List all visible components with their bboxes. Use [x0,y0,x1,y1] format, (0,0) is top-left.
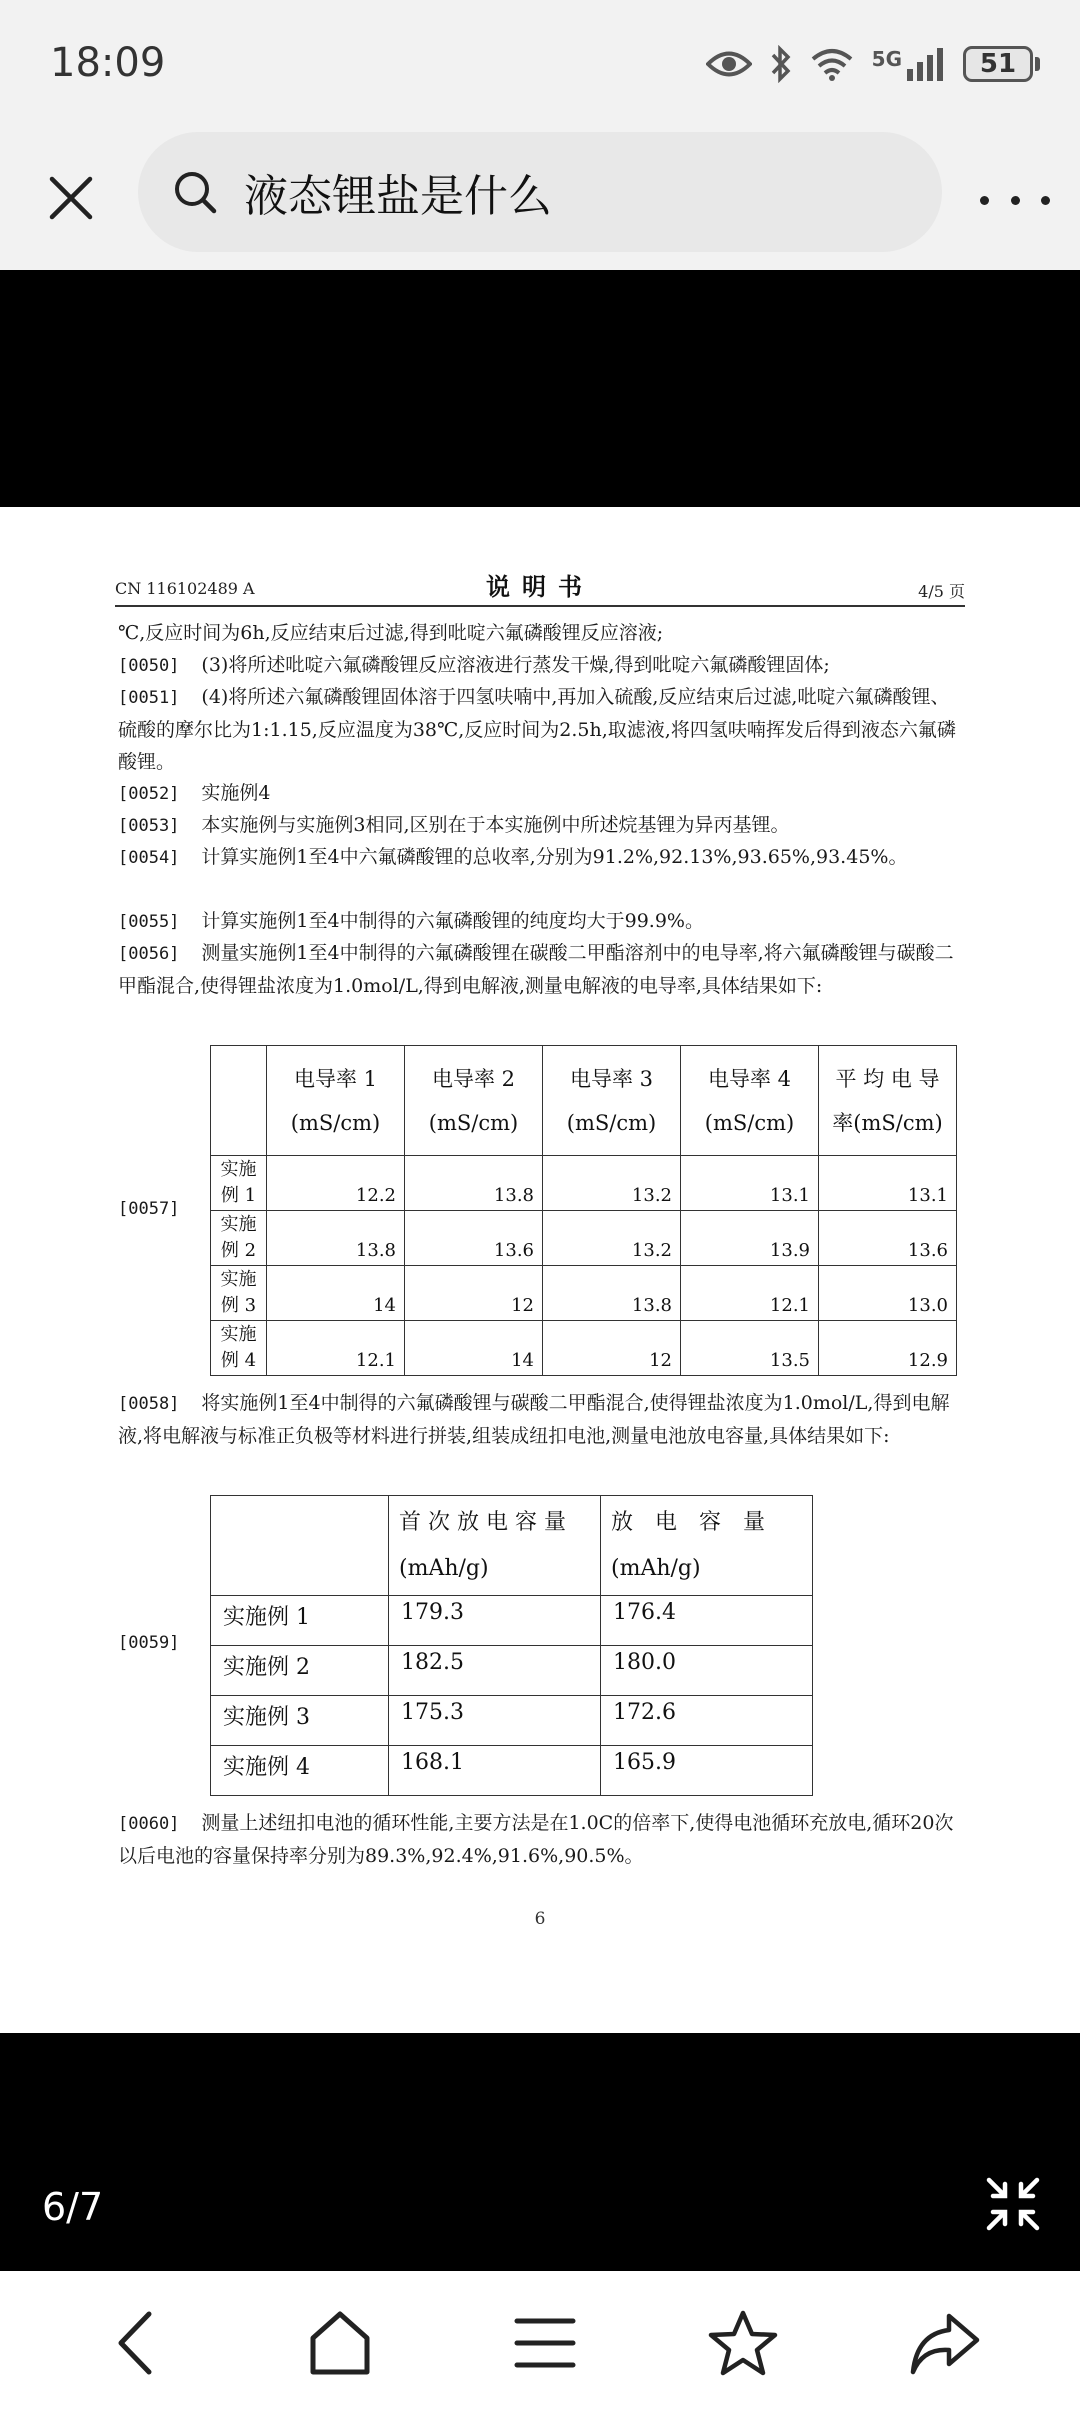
table-cell: 14 [405,1321,543,1376]
paragraph-0055: [0055] 计算实施例1至4中制得的六氟磷酸锂的纯度均大于99.9%。 [118,910,704,932]
status-icons [706,45,1040,83]
close-icon [47,174,95,222]
paragraph-0052: [0052] 实施例4 [118,782,271,804]
table-cell: 12.2 [267,1156,405,1211]
table-header: 电导率 4 (mS/cm) [681,1046,819,1156]
share-icon [909,2310,981,2376]
paragraph-0056: [0056] 测量实施例1至4中制得的六氟磷酸锂在碳酸二甲酯溶剂中的电导率,将六氟磷酸锂与碳酸二甲酯混合,使得锂盐浓度为1.0mol/L,得到电解液,测量电解液的电导率,具体结果如下: [118,942,954,997]
table-header-row [211,1496,813,1596]
table-cell: 175.3 [389,1696,601,1746]
menu-icon [513,2313,577,2373]
patent-number: CN 116102489 A [115,579,255,598]
paragraph-0058: [0058] 将实施例1至4中制得的六氟磷酸锂与碳酸二甲酯混合,使得锂盐浓度为1.0mol/L,得到电解液,将电解液与标准正负极等材料进行拼装,组装成纽扣电池,测量电池放电容量,具体结果如下: [118,1392,950,1447]
row-label: 实施例 4 [211,1746,389,1796]
table-cell: 12 [543,1321,681,1376]
table-cell: 13.8 [543,1266,681,1321]
table-cell: 13.2 [543,1156,681,1211]
table-corner [211,1496,389,1596]
more-icon [980,196,989,205]
more-button[interactable] [980,170,1050,230]
wifi-icon [810,47,854,81]
table-row [211,1696,813,1746]
table-cell: 176.4 [601,1596,813,1646]
table-cell: 12 [405,1266,543,1321]
table-cell: 13.6 [405,1211,543,1266]
table-header: 平 均 电 导 率(mS/cm) [819,1046,957,1156]
paragraph-0053: [0053] 本实施例与实施例3相同,区别在于本实施例中所述烷基锂为异丙基锂。 [118,814,790,836]
star-icon [707,2308,779,2378]
row-label: 实施例 3 [211,1696,389,1746]
page-counter: 6/7 [42,2185,104,2229]
doc-page-info: 4/5 页 [918,582,965,601]
doc-page-number: 6 [534,1909,546,1929]
paragraph-0054: [0054] 计算实施例1至4中六氟磷酸锂的总收率,分别为91.2%,92.13%,93.65%,93.45%。 [118,846,908,868]
paragraph-continuation: ℃,反应时间为6h,反应结束后过滤,得到吡啶六氟磷酸锂反应溶液; [118,622,664,644]
network-label: 5G [871,47,902,71]
table-header: 电导率 2 (mS/cm) [405,1046,543,1156]
table-cell: 182.5 [389,1646,601,1696]
table-cell: 13.9 [681,1211,819,1266]
conductivity-table [210,1045,957,1376]
table-cell: 179.3 [389,1596,601,1646]
eye-icon [706,49,752,79]
search-query[interactable]: 液态锂盐是什么 [244,171,552,222]
status-time: 18:09 [50,40,166,86]
collapse-button[interactable] [985,2176,1041,2232]
table-header: 放 电 容 量 (mAh/g) [601,1496,813,1596]
table-header: 电导率 3 (mS/cm) [543,1046,681,1156]
table-row [211,1156,957,1211]
paragraph-0050: [0050] (3)将所述吡啶六氟磷酸锂反应溶液进行蒸发干燥,得到吡啶六氟磷酸锂固体; [118,654,830,676]
table1-tag: [0057] [118,1199,180,1219]
search-box[interactable] [138,132,942,252]
table-header-row [211,1046,957,1156]
table-cell: 13.6 [819,1211,957,1266]
table-cell: 13.1 [681,1156,819,1211]
paragraph-0051: [0051] (4)将所述六氟磷酸锂固体溶于四氢呋喃中,再加入硫酸,反应结束后过滤,吡啶六氟磷酸锂、硫酸的摩尔比为1:1.15,反应温度为38℃,反应时间为2.5h,取滤液,将四氢呋喃挥发后得到液态六氟磷酸锂。 [118,686,956,773]
table-cell: 13.5 [681,1321,819,1376]
viewer-top-band [0,270,1080,507]
doc-title: 说明书 [486,572,594,601]
search-header [0,130,1080,270]
table-cell: 13.1 [819,1156,957,1211]
row-label: 实施 例 1 [211,1156,267,1211]
row-label: 实施 例 2 [211,1211,267,1266]
bluetooth-icon [770,45,792,83]
paragraph-0060: [0060] 测量上述纽扣电池的循环性能,主要方法是在1.0C的倍率下,使得电池循环充放电,循环20次以后电池的容量保持率分别为89.3%,92.4%,91.6%,90.5%。 [118,1812,954,1867]
table-cell: 165.9 [601,1746,813,1796]
table-cell: 13.8 [405,1156,543,1211]
back-button[interactable] [97,2303,177,2383]
discharge-capacity-table [210,1495,813,1796]
collapse-icon [985,2176,1041,2232]
table-row [211,1646,813,1696]
table-corner [211,1046,267,1156]
table-row [211,1211,957,1266]
table-cell: 168.1 [389,1746,601,1796]
row-label: 实施 例 3 [211,1266,267,1321]
signal-icon [905,47,945,81]
table-cell: 12.9 [819,1321,957,1376]
back-icon [107,2308,167,2378]
close-button[interactable] [38,165,104,231]
favorite-button[interactable] [703,2303,783,2383]
table-row [211,1746,813,1796]
document-page [0,507,1080,2033]
battery-level: 51 [963,46,1033,82]
table-header: 首 次 放 电 容 量 (mAh/g) [389,1496,601,1596]
home-button[interactable] [300,2303,380,2383]
bottom-navigation [0,2271,1080,2412]
table-row [211,1596,813,1646]
table-header: 电导率 1 (mS/cm) [267,1046,405,1156]
share-button[interactable] [905,2303,985,2383]
viewer-bottom-band [0,2033,1080,2271]
table-row [211,1321,957,1376]
battery-indicator [963,46,1040,82]
menu-button[interactable] [505,2303,585,2383]
table-cell: 13.2 [543,1211,681,1266]
row-label: 实施 例 4 [211,1321,267,1376]
table-cell: 14 [267,1266,405,1321]
doc-header [115,567,965,607]
table-cell: 13.8 [267,1211,405,1266]
table-cell: 12.1 [267,1321,405,1376]
status-bar [0,0,1080,130]
table-cell: 13.0 [819,1266,957,1321]
table-cell: 12.1 [681,1266,819,1321]
table-cell: 180.0 [601,1646,813,1696]
search-icon [172,169,218,215]
row-label: 实施例 2 [211,1646,389,1696]
home-icon [305,2308,375,2378]
row-label: 实施例 1 [211,1596,389,1646]
table2-tag: [0059] [118,1633,180,1653]
table-cell: 172.6 [601,1696,813,1746]
table-row [211,1266,957,1321]
